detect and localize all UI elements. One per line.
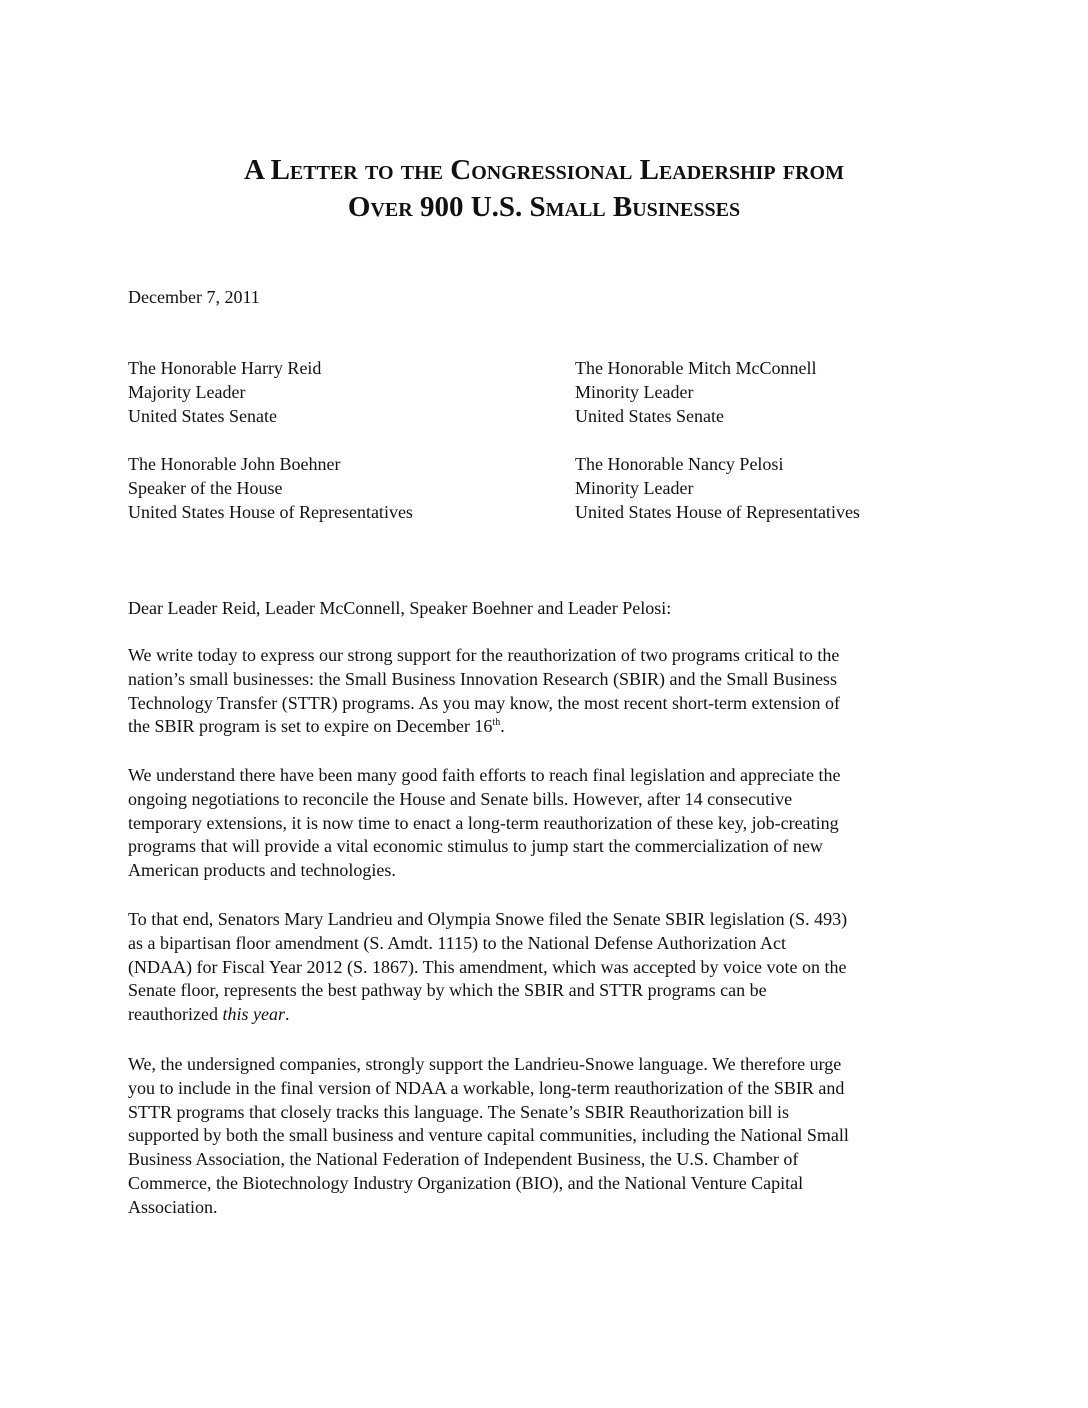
paragraph-line: STTR programs that closely tracks this language. The Senate’s SBIR Reauthorization bill is <box>128 1101 790 1122</box>
paragraph-3 <box>128 908 962 1027</box>
paragraph-2 <box>128 764 962 883</box>
addressee-title: Speaker of the House <box>128 478 283 498</box>
addressee-name: The Honorable Mitch McConnell <box>575 358 817 378</box>
paragraph-line: Technology Transfer (STTR) programs. As you may know, the most recent short-term extension of <box>128 692 840 713</box>
addressee-body: United States House of Representatives <box>128 502 413 522</box>
paragraph-line: We, the undersigned companies, strongly support the Landrieu-Snowe language. We therefore urge <box>128 1054 842 1074</box>
paragraph-line: Commerce, the Biotechnology Industry Organization (BIO), and the National Venture Capital <box>128 1172 804 1193</box>
paragraph-line <box>128 715 962 739</box>
paragraph-line: American products and technologies. <box>128 860 396 881</box>
addressee-reid <box>128 356 321 428</box>
paragraph-4 <box>128 1053 962 1220</box>
addressee-mcconnell <box>575 356 816 428</box>
paragraph-line <box>128 1003 962 1027</box>
paragraph-line: (NDAA) for Fiscal Year 2012 (S. 1867). This amendment, which was accepted by voice vote on the <box>128 956 847 977</box>
paragraph-line: as a bipartisan floor amendment (S. Amdt. 1115) to the National Defense Authorization Act <box>128 932 787 953</box>
letter-date: December 7, 2011 <box>128 287 260 307</box>
ordinal-suffix: th <box>492 717 501 729</box>
paragraph-line: temporary extensions, it is now time to enact a long-term reauthorization of these key, job-creating <box>128 812 839 833</box>
addressee-boehner <box>128 452 413 524</box>
paragraph-line: ongoing negotiations to reconcile the House and Senate bills. However, after 14 consecutive <box>128 788 793 809</box>
paragraph-line: programs that will provide a vital economic stimulus to jump start the commercialization of new <box>128 836 823 857</box>
addressee-body: United States House of Representatives <box>575 502 860 522</box>
paragraph-line: Business Association, the National Federation of Independent Business, the U.S. Chamber of <box>128 1149 799 1170</box>
line-text: the SBIR program is set to expire on December 16 <box>128 716 493 737</box>
addressee-title: Minority Leader <box>575 382 694 402</box>
line-end: . <box>284 1004 290 1025</box>
paragraph-line: supported by both the small business and venture capital communities, including the National Small <box>128 1125 849 1146</box>
paragraph-1 <box>128 644 962 739</box>
title-line-1: A Letter to the Congressional Leadership from <box>244 154 844 186</box>
addressee-name: The Honorable Nancy Pelosi <box>575 454 784 474</box>
letter-title <box>100 152 988 226</box>
paragraph-line: nation’s small businesses: the Small Business Innovation Research (SBIR) and the Small Business <box>128 668 837 689</box>
paragraph-line: To that end, Senators Mary Landrieu and Olympia Snowe filed the Senate SBIR legislation (S. 493) <box>128 909 848 929</box>
title-line-2: Over 900 U.S. Small Businesses <box>347 191 741 223</box>
emphasis-text: this year <box>222 1004 285 1025</box>
addressee-title: Majority Leader <box>128 382 246 402</box>
paragraph-line: Association. <box>128 1196 218 1217</box>
paragraph-line: We write today to express our strong support for the reauthorization of two programs critical to the <box>128 645 840 665</box>
addressee-pelosi <box>575 452 860 524</box>
line-text: reauthorized <box>128 1004 223 1025</box>
salutation: Dear Leader Reid, Leader McConnell, Speaker Boehner and Leader Pelosi: <box>128 598 672 618</box>
addressee-name: The Honorable John Boehner <box>128 454 341 474</box>
addressee-body: United States Senate <box>128 406 277 426</box>
paragraph-line: Senate floor, represents the best pathway by which the SBIR and STTR programs can be <box>128 980 767 1001</box>
paragraph-line: We understand there have been many good faith efforts to reach final legislation and appreciate the <box>128 765 841 785</box>
line-end: . <box>500 716 505 737</box>
paragraph-line: you to include in the final version of NDAA a workable, long-term reauthorization of the SBIR and <box>128 1077 845 1098</box>
addressee-title: Minority Leader <box>575 478 694 498</box>
addressee-name: The Honorable Harry Reid <box>128 358 322 378</box>
addressee-body: United States Senate <box>575 406 724 426</box>
